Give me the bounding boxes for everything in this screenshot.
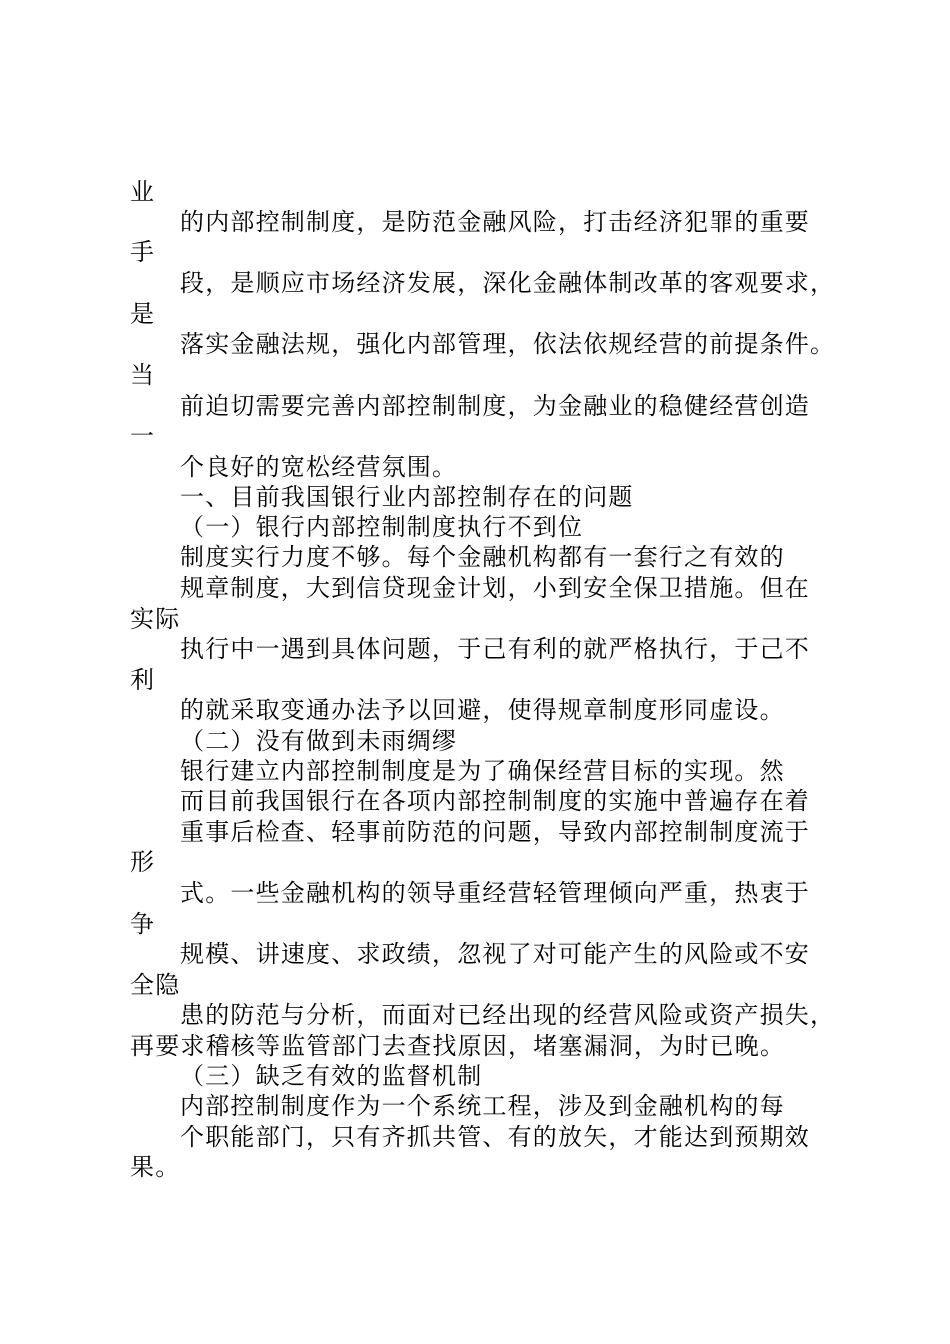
text-line: 实际	[130, 605, 181, 633]
text-line: 当	[130, 361, 156, 389]
text-line: 形	[130, 848, 156, 876]
text-line: 落实金融法规，强化内部管理，依法依规经营的前提条件。	[180, 330, 836, 358]
subsection-heading: （二）没有做到未雨绸缪	[180, 727, 458, 755]
text-line: 的内部控制制度，是防范金融风险，打击经济犯罪的重要	[180, 208, 810, 236]
text-line: 式。一些金融机构的领导重经营轻管理倾向严重，热衷于	[180, 879, 810, 907]
text-line: 制度实行力度不够。每个金融机构都有一套行之有效的	[180, 543, 785, 571]
text-line: 个职能部门，只有齐抓共管、有的放矢，才能达到预期效	[180, 1123, 810, 1151]
text-line: 规章制度，大到信贷现金计划，小到安全保卫措施。但在	[180, 574, 810, 602]
text-line: 前迫切需要完善内部控制制度，为金融业的稳健经营创造	[180, 392, 810, 420]
text-line: 重事后检查、轻事前防范的问题，导致内部控制制度流于	[180, 818, 810, 846]
subsection-heading: （一）银行内部控制制度执行不到位	[180, 513, 584, 541]
text-line: 段，是顺应市场经济发展，深化金融体制改革的客观要求，	[180, 269, 836, 297]
text-line: 而目前我国银行在各项内部控制制度的实施中普遍存在着	[180, 787, 810, 815]
text-line: 个良好的宽松经营氛围。	[180, 453, 458, 481]
text-line: 利	[130, 666, 156, 694]
text-line: 一	[130, 422, 156, 450]
text-line: 是	[130, 300, 156, 328]
text-line: 的就采取变通办法予以回避，使得规章制度形同虚设。	[180, 696, 785, 724]
text-line: 规模、讲速度、求政绩，忽视了对可能产生的风险或不安	[180, 940, 810, 968]
text-line: 执行中一遇到具体问题，于己有利的就严格执行，于己不	[180, 635, 810, 663]
text-line: 果。	[130, 1153, 181, 1181]
subsection-heading: （三）缺乏有效的监督机制	[180, 1062, 483, 1090]
text-line: 再要求稽核等监管部门去查找原因，堵塞漏洞，为时已晚。	[130, 1032, 786, 1060]
text-line: 内部控制制度作为一个系统工程，涉及到金融机构的每	[180, 1092, 785, 1120]
text-line: 患的防范与分析，而面对已经出现的经营风险或资产损失，	[180, 1001, 836, 1029]
section-heading: 一、目前我国银行业内部控制存在的问题	[180, 483, 634, 511]
text-line: 全隐	[130, 971, 181, 999]
text-line: 手	[130, 238, 156, 266]
text-line: 银行建立内部控制制度是为了确保经营目标的实现。然	[180, 757, 785, 785]
text-line: 业	[130, 178, 156, 206]
text-line: 争	[130, 910, 156, 938]
